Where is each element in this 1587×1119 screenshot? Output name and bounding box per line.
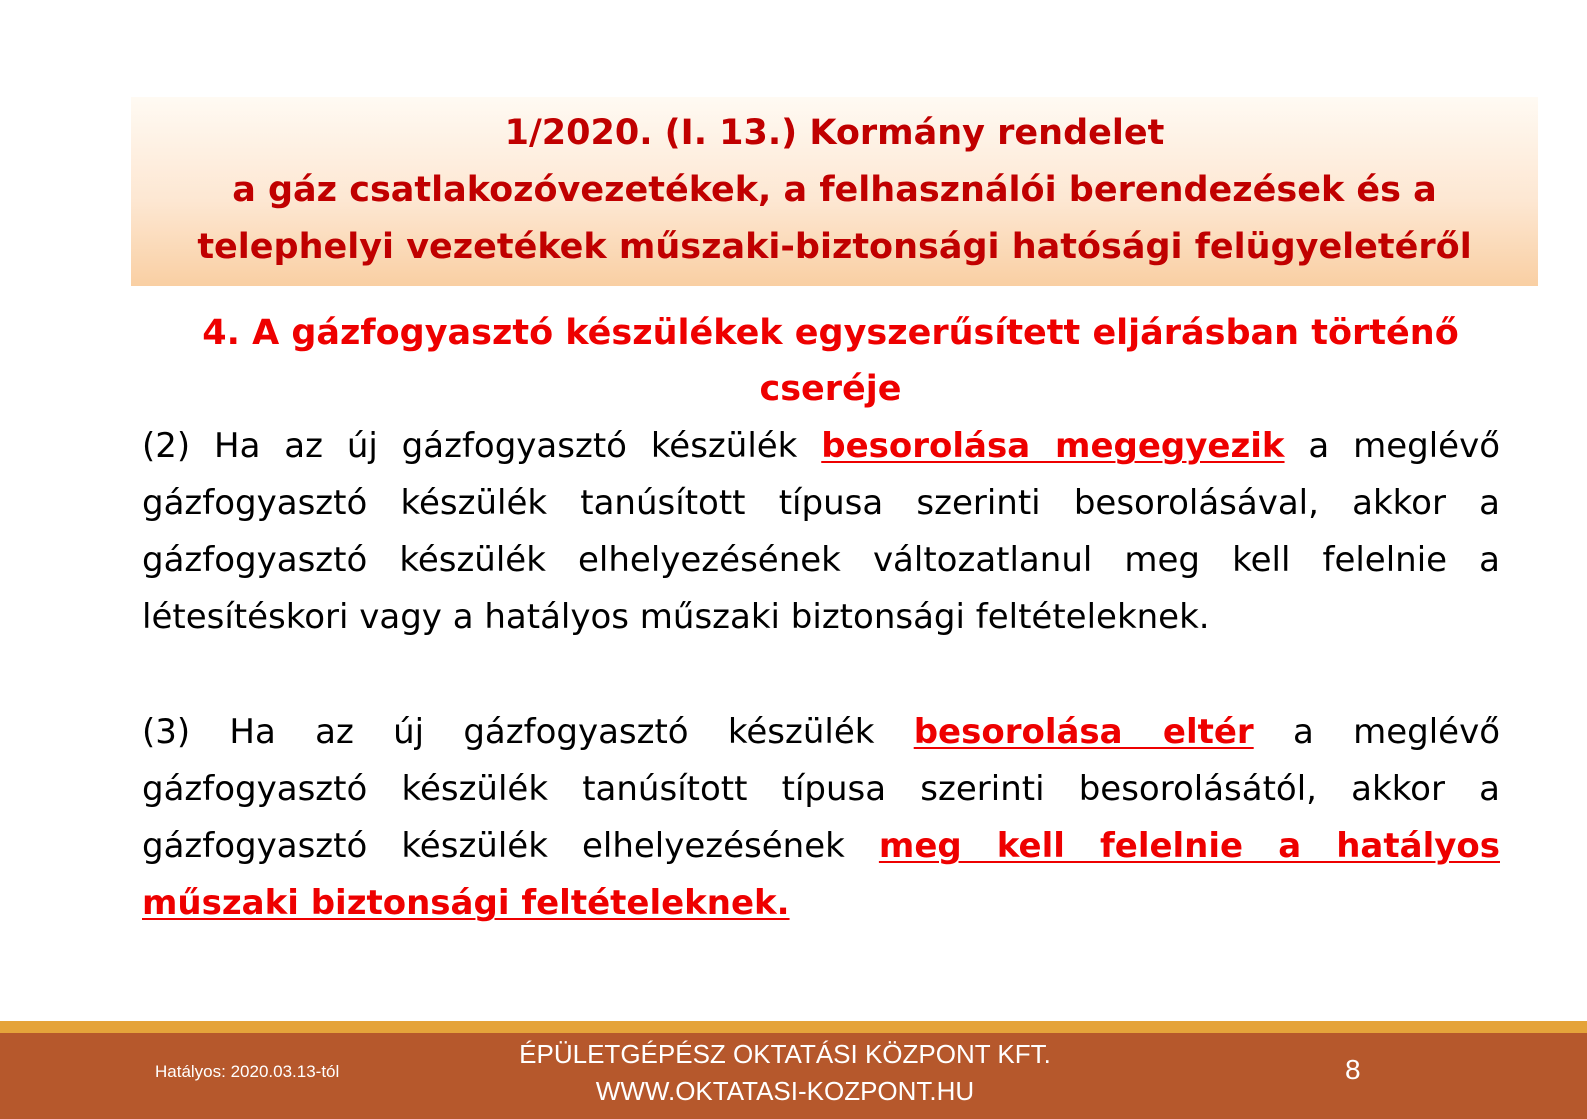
paragraph-3-line-1-text: (3) Ha az új gázfogyasztó készülék <box>142 712 914 752</box>
section-heading-line-2: cseréje <box>759 369 902 409</box>
page-number: 8 <box>1345 1054 1361 1085</box>
title-line-3: telephelyi vezetékek műszaki-biztonsági hatósági felügyeletéről <box>197 227 1472 267</box>
paragraph-3-line-1-rest: a meglévő <box>1253 712 1500 752</box>
paragraph-2-line-1 <box>142 418 1500 475</box>
paragraph-3-line-3-emphasis: meg kell felelnie a hatályos <box>878 826 1500 866</box>
paragraph-2-line-4: létesítéskori vagy a hatályos műszaki biztonsági feltételeknek. <box>142 597 1210 637</box>
footer-effective-date: Hatályos: 2020.03.13-tól <box>155 1062 340 1081</box>
paragraph-3 <box>142 704 1500 932</box>
footer-stripe <box>0 1021 1587 1033</box>
paragraph-3-line-4 <box>142 875 1500 932</box>
title-line-2: a gáz csatlakozóvezetékek, a felhasználói berendezések és a <box>232 170 1437 210</box>
section-heading-line-1: 4. A gázfogyasztó készülékek egyszerűsített eljárásban történő <box>202 313 1459 353</box>
paragraph-3-line-4-emphasis: műszaki biztonsági feltételeknek. <box>142 883 790 923</box>
paragraph-3-emphasis: besorolása eltér <box>913 712 1254 752</box>
paragraph-3-line-3-text: gázfogyasztó készülék elhelyezésének <box>142 826 879 866</box>
paragraph-2-emphasis: besorolása megegyezik <box>821 426 1285 466</box>
paragraph-3-line-3 <box>142 818 1500 875</box>
footer-organization: ÉPÜLETGÉPÉSZ OKTATÁSI KÖZPONT KFT. <box>519 1039 1051 1069</box>
paragraph-2 <box>142 418 1500 646</box>
paragraph-2-line-1-text: (2) Ha az új gázfogyasztó készülék <box>142 426 822 466</box>
title-box <box>131 97 1538 286</box>
paragraph-2-line-1-rest: a meglévő <box>1284 426 1500 466</box>
paragraph-3-line-1 <box>142 704 1500 761</box>
paragraph-2-line-3: gázfogyasztó készülék elhelyezésének változatlanul meg kell felelnie a <box>142 540 1500 580</box>
footer-website: WWW.OKTATASI-KOZPONT.HU <box>595 1076 975 1106</box>
paragraph-2-line-2: gázfogyasztó készülék tanúsított típusa szerinti besorolásával, akkor a <box>142 483 1500 523</box>
title-line-1: 1/2020. (I. 13.) Kormány rendelet <box>504 113 1165 153</box>
paragraph-3-line-2: gázfogyasztó készülék tanúsított típusa szerinti besorolásától, akkor a <box>142 769 1500 809</box>
